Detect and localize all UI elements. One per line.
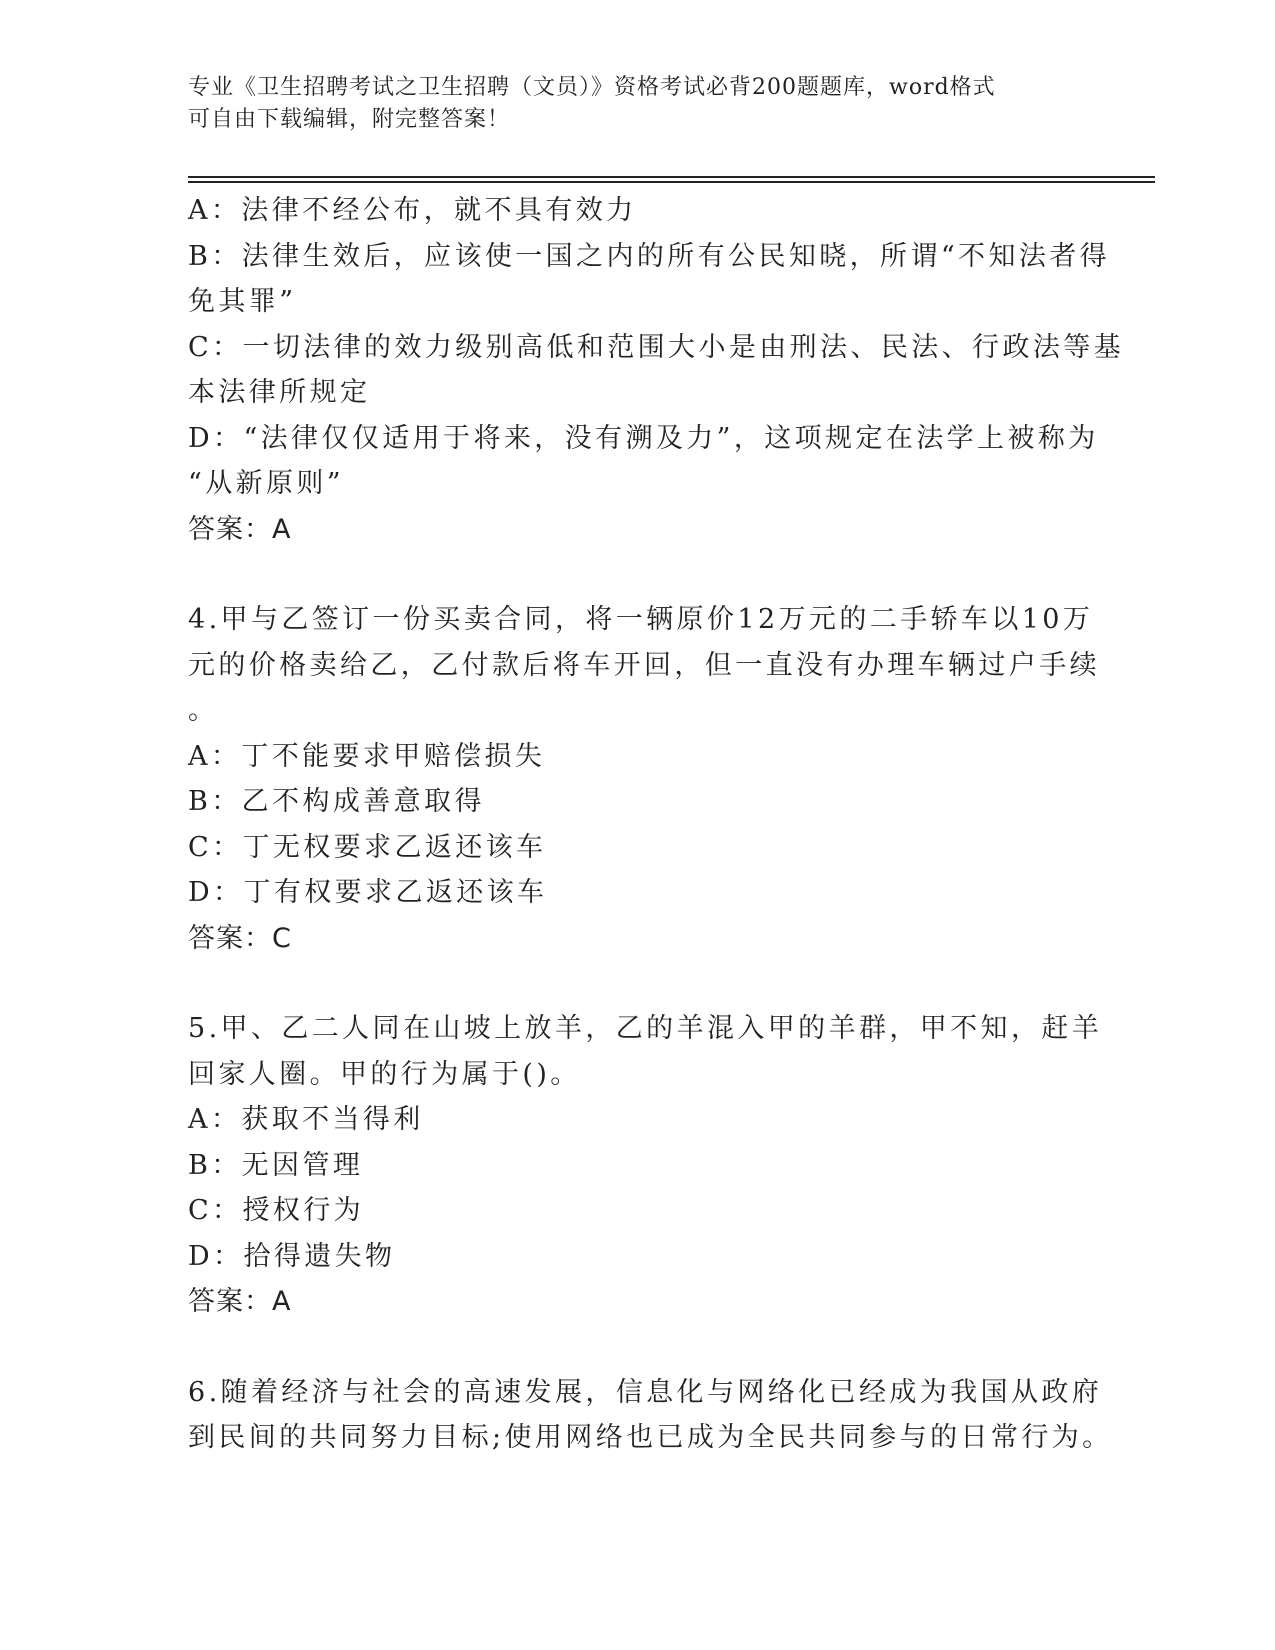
q4-option-c: C：丁无权要求乙返还该车 (188, 831, 547, 863)
q3-option-d-line-1: D：“法律仅仅适用于将来，没有溯及力”，这项规定在法学上被称为 (188, 422, 1099, 454)
q5-option-b: B：无因管理 (188, 1149, 364, 1181)
question-5-block (188, 1006, 1103, 1325)
q5-stem-line-1: 5.甲、乙二人同在山坡上放羊，乙的羊混入甲的羊群，甲不知，赶羊 (188, 1013, 1103, 1044)
q3-answer: 答案：A (188, 513, 292, 545)
question-6-block (188, 1370, 1113, 1461)
spacer (188, 552, 1088, 597)
q4-option-b: B：乙不构成善意取得 (188, 786, 485, 817)
q4-stem-line-3: 。 (188, 695, 219, 726)
question-3-block (188, 188, 1125, 552)
q5-option-a: A：获取不当得利 (188, 1104, 424, 1135)
q5-option-d: D：拾得遗失物 (188, 1240, 396, 1272)
q4-option-d: D：丁有权要求乙返还该车 (188, 877, 548, 908)
question-content (188, 188, 1125, 1461)
q3-option-b-line-2: 免其罪” (188, 286, 297, 317)
q3-option-c-line-1: C：一切法律的效力级别高低和范围大小是由刑法、民法、行政法等基 (188, 331, 1125, 363)
header-divider-top (188, 176, 1155, 178)
q4-stem-line-2: 元的价格卖给乙，乙付款后将车开回，但一直没有办理车辆过户手续 (188, 649, 1100, 681)
header-line-2: 可自由下载编辑，附完整答案！ (188, 107, 511, 132)
spacer (188, 1325, 1088, 1370)
header-divider-bottom (188, 181, 1155, 183)
q3-option-c-line-2: 本法律所规定 (188, 377, 371, 408)
q3-option-b-line-1: B：法律生效后，应该使一国之内的所有公民知晓，所谓“不知法者得 (188, 240, 1111, 272)
q6-stem-line-2: 到民间的共同努力目标;使用网络也已成为全民共同参与的日常行为。 (188, 1422, 1113, 1453)
q3-option-a: A：法律不经公布，就不具有效力 (188, 195, 637, 226)
spacer (188, 961, 1088, 1006)
q5-stem-line-2: 回家人圈。甲的行为属于()。 (188, 1058, 581, 1090)
q3-option-d-line-2: “从新原则” (188, 468, 345, 499)
q6-stem-line-1: 6.随着经济与社会的高速发展，信息化与网络化已经成为我国从政府 (188, 1376, 1103, 1408)
q5-option-c: C：授权行为 (188, 1195, 365, 1226)
q4-option-a: A：丁不能要求甲赔偿损失 (188, 740, 546, 772)
q4-stem-line-1: 4.甲与乙签订一份买卖合同，将一辆原价12万元的二手轿车以10万 (188, 604, 1094, 635)
q4-answer: 答案：C (188, 922, 292, 954)
question-4-block (188, 597, 1100, 961)
document-header (188, 72, 1068, 136)
q5-answer: 答案：A (188, 1286, 292, 1317)
header-line-1: 专业《卫生招聘考试之卫生招聘（文员）》资格考试必背200题题库，word格式 (188, 75, 996, 100)
